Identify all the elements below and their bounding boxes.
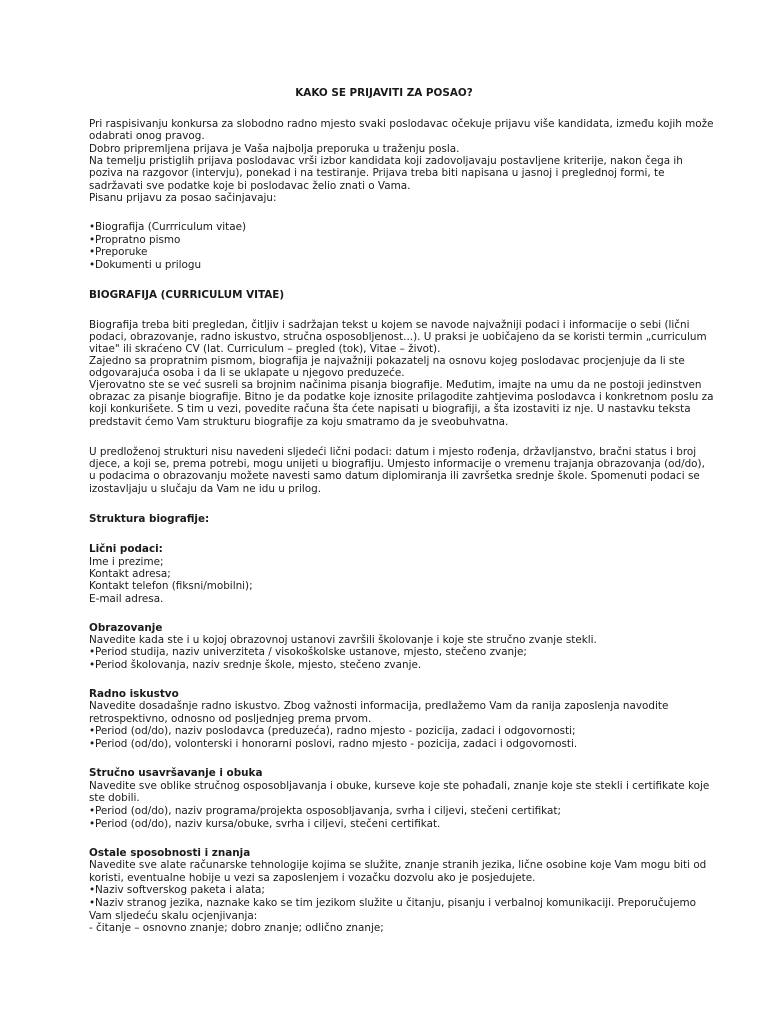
list-item: • Period (od/do), naziv kursa/obuke, svrha i ciljevi, stečeni certifikat. xyxy=(89,818,689,831)
text-line: retrospektivno, odnosno od posljednjeg prema prvom. xyxy=(89,713,372,725)
paragraph-line: koji konkurišete. S tim u vezi, povedite računa šta ćete napisati u biografiji, a šta izostaviti iz nje. U nastavku teksta xyxy=(89,403,691,415)
paragraph-line: u podacima o obrazovanju možete navesti samo datum diplomiranja ili završetka srednje škole. Spomenuti podaci se xyxy=(89,470,700,482)
list-item: • Naziv softverskog paketa i alata; xyxy=(89,884,689,897)
text-line: Ime i prezime; xyxy=(89,556,164,568)
text-line: ste dobili. xyxy=(89,792,140,804)
subsection-heading: Stručno usavršavanje i obuka xyxy=(89,767,263,779)
text-line: Kontakt adresa; xyxy=(89,568,171,580)
paragraph-line: djece, a koji se, prema potrebi, mogu unijeti u biografiju. Umjesto informacije o vremenu trajanja obrazovanja (od/do), xyxy=(89,458,705,470)
subsection-heading: Obrazovanje xyxy=(89,622,163,634)
list-item: • Period školovanja, naziv srednje škole, mjesto, stečeno zvanje. xyxy=(89,659,689,672)
text-line: Navedite sve oblike stručnog osposobljavanja i obuke, kurseve koje ste pohađali, znanje koje ste stekli i certifikate koje xyxy=(89,780,710,792)
list-item: • Propratno pismo xyxy=(89,234,689,247)
list-item: • Period (od/do), naziv poslodavca (preduzeća), radno mjesto - pozicija, zadaci i odgovornosti; xyxy=(89,725,689,738)
paragraph-line: Zajedno sa propratnim pismom, biografija je najvažniji pokazatelj na osnovu kojeg poslodavac procjenjuje da li ste xyxy=(89,355,685,367)
text-line: Navedite kada ste i u kojoj obrazovnoj ustanovi završili školovanje i koje ste stručno zvanje stekli. xyxy=(89,634,597,646)
paragraph-line: Vjerovatno ste se već susreli sa brojnim načinima pisanja biografije. Međutim, imajte na umu da ne postoji jedinstven xyxy=(89,379,702,391)
list-item: • Preporuke xyxy=(89,246,689,259)
paragraph-line: predstavit ćemo Vam strukturu biografije za koju smatramo da je sveobuhvatna. xyxy=(89,416,509,428)
list-item: • Biografija (Currriculum vitae) xyxy=(89,221,689,234)
paragraph-line: vitae" ili skraćeno CV (lat. Curriculum – pregled (tok), Vitae – život). xyxy=(89,343,441,355)
subsection-heading: Radno iskustvo xyxy=(89,688,179,700)
intro-line: Dobro pripremljena prijava je Vaša najbolja preporuka u traženju posla. xyxy=(89,143,460,155)
intro-line: sadržavati sve podatke koje bi poslodavac želio znati o Vama. xyxy=(89,180,411,192)
text-line: Vam sljedeću skalu ocjenjivanja: xyxy=(89,910,258,922)
list-item: • Dokumenti u prilogu xyxy=(89,259,689,272)
text-line: Navedite dosadašnje radno iskustvo. Zbog važnosti informacija, predlažemo Vam da ranija zaposlenja navodite xyxy=(89,700,669,712)
subsection-heading: Ostale sposobnosti i znanja xyxy=(89,847,251,859)
intro-line: poziva na razgovor (intervju), ponekad i na testiranje. Prijava treba biti napisana u jasnoj i preglednoj formi, te xyxy=(89,167,665,179)
list-item: • Period studija, naziv univerziteta / visokoškolske ustanove, mjesto, stečeno zvanje; xyxy=(89,646,689,659)
text-line: Navedite sve alate računarske tehnologije kojima se služite, znanje stranih jezika, lične osobine koje Vam mogu biti od xyxy=(89,859,707,871)
paragraph-line: izostavljaju u slučaju da Vam ne idu u prilog. xyxy=(89,483,322,495)
text-line: Kontakt telefon (fiksni/mobilni); xyxy=(89,580,253,592)
subsection-heading: Lični podaci: xyxy=(89,543,163,555)
paragraph-line: Biografija treba biti pregledan, čitljiv i sadržajan tekst u kojem se navode najvažniji podaci i informacije o sebi (lični xyxy=(89,319,690,331)
text-line: E-mail adresa. xyxy=(89,593,164,605)
intro-line: Pisanu prijavu za posao sačinjavaju: xyxy=(89,192,277,204)
section-heading: BIOGRAFIJA (CURRICULUM VITAE) xyxy=(89,289,285,301)
paragraph-line: U predloženoj strukturi nisu navedeni sljedeći lični podaci: datum i mjesto rođenja, državljanstvo, bračni status i broj xyxy=(89,446,697,458)
intro-line: Pri raspisivanju konkursa za slobodno radno mjesto svaki poslodavac očekuje prijavu više kandidata, između kojih može xyxy=(89,118,714,130)
list-item: • Naziv stranog jezika, naznake kako se tim jezikom služite u čitanju, pisanju i verbalnoj komunikaciji. Preporučujemo xyxy=(89,897,689,910)
intro-line: odabrati onog pravog. xyxy=(89,130,205,142)
paragraph-line: odgovarajuća osoba i da li se uklapate u njegovo preduzeće. xyxy=(89,367,405,379)
paragraph-line: podaci, obrazovanje, radno iskustvo, stručna osposobljenost...). U praksi je uobičajeno da se koristi termin „curriculum xyxy=(89,331,707,343)
text-line: koristi, eventualne hobije u vezi sa zaposlenjem i vozačku dozvolu ako je posjedujete. xyxy=(89,872,536,884)
text-line: - čitanje – osnovno znanje; dobro znanje; odlično znanje; xyxy=(89,922,384,934)
intro-line: Na temelju pristiglih prijava poslodavac vrši izbor kandidata koji zadovoljavaju postavljene kriterije, nakon čega ih xyxy=(89,155,683,167)
paragraph-line: obrazac za pisanje biografije. Bitno je da podatke koje iznosite prilagodite zahtjevima poslodavca i konkretnom poslu za xyxy=(89,391,714,403)
list-item: • Period (od/do), volonterski i honorarni poslovi, radno mjesto - pozicija, zadaci i odgovornosti. xyxy=(89,738,689,751)
subsection-heading: Struktura biografije: xyxy=(89,513,210,525)
document-title: KAKO SE PRIJAVITI ZA POSAO? xyxy=(295,87,473,99)
list-item: • Period (od/do), naziv programa/projekta osposobljavanja, svrha i ciljevi, stečeni certifikat; xyxy=(89,805,689,818)
